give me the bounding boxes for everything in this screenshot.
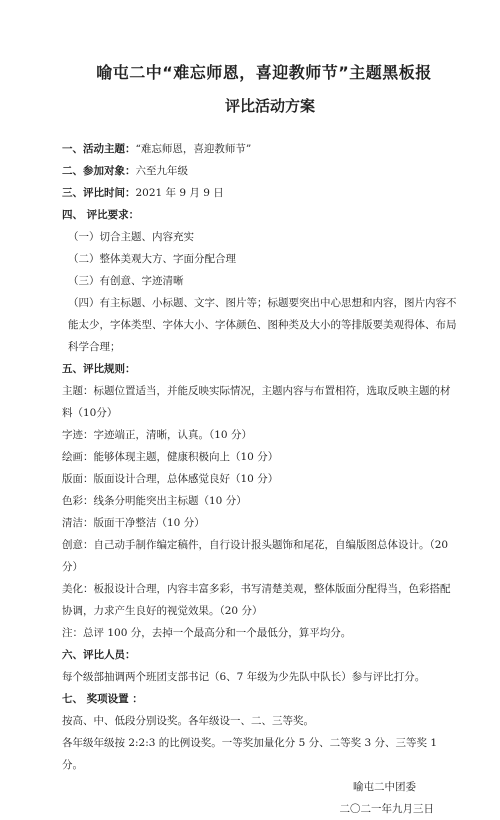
- section-4-label: 四、 评比要求：: [62, 209, 140, 221]
- date: 二〇二一年九月三日: [339, 803, 434, 815]
- section-3: [62, 182, 458, 204]
- rule-line: 创意：自己动手制作编定稿件，自行设计报头题饰和尾花，自编版图总体设计。（20 分）: [62, 539, 449, 573]
- rule-theme: 主题：标题位置适当，并能反映实际情况，主题内容与布置相符，选取反映主题的材料（10分）: [62, 385, 451, 419]
- section-3-label: 三、评比时间：: [62, 187, 136, 199]
- requirement-item: （三）有创意、字迹清晰: [68, 275, 184, 287]
- section-7-label: 七、 奖项设置 ：: [62, 693, 143, 705]
- requirement-item: （一）切合主题、内容充实: [68, 231, 194, 243]
- award-line: 各年级年级按 2:2:3 的比例设奖。一等奖加量化分 5 分、二等奖 3 分、三等奖 1 分。: [62, 737, 438, 771]
- rule-line: 字迹：字迹端正，清晰，认真。（10 分）: [62, 429, 252, 441]
- rule-line: 色彩：线条分明能突出主标题（10 分）: [62, 495, 247, 507]
- requirement-item: （二）整体美观大方、字面分配合理: [68, 253, 236, 265]
- section-6-text: 每个级部抽调两个班团支部书记（6、7 年级为少先队中队长）参与评比打分。: [62, 671, 426, 683]
- section-1-label: 一、活动主题：: [62, 143, 136, 155]
- section-2-text: 六至九年级: [135, 165, 188, 177]
- requirement-item: （四）有主标题、小标题、文字、图片等；标题要突出中心思想和内容，图片内容不能太少，字体类型、字体大小、字体颜色、图种类及大小的等排版要美观得体、布局科学合理；: [68, 297, 457, 353]
- document-subtitle: 评比活动方案: [224, 97, 315, 115]
- rule-note: 注：总评 100 分，去掉一个最高分和一个最低分，算平均分。: [62, 627, 352, 639]
- rule-line: 清洁：版面干净整洁（10 分）: [62, 517, 205, 529]
- section-1-text: “难忘师恩，喜迎教师节”: [135, 143, 252, 155]
- rule-beauty: 美化：板报设计合理，内容丰富多彩，书写清楚美观，整体版面分配得当，色彩搭配协调，力求产生良好的视觉效果。（20 分）: [62, 583, 451, 617]
- rule-line: 绘画：能够体现主题，健康积极向上（10 分）: [62, 451, 279, 463]
- section-3-text: 2021 年 9 月 9 日: [135, 187, 224, 199]
- award-line: 按高、中、低段分别设奖。各年级设一、二、三等奖。: [62, 715, 314, 727]
- rule-line: 版面：版面设计合理，总体感觉良好（10 分）: [62, 473, 279, 485]
- section-5-label: 五、评比规则：: [62, 363, 136, 375]
- section-2: [62, 160, 458, 182]
- document-title: 喻屯二中“难忘师恩，喜迎教师节”主题黑板报: [96, 63, 432, 82]
- signature: 喻屯二中团委: [353, 781, 416, 793]
- section-2-label: 二、参加对象：: [62, 165, 136, 177]
- section-1: [62, 138, 458, 160]
- section-6-label: 六、评比人员：: [62, 649, 136, 661]
